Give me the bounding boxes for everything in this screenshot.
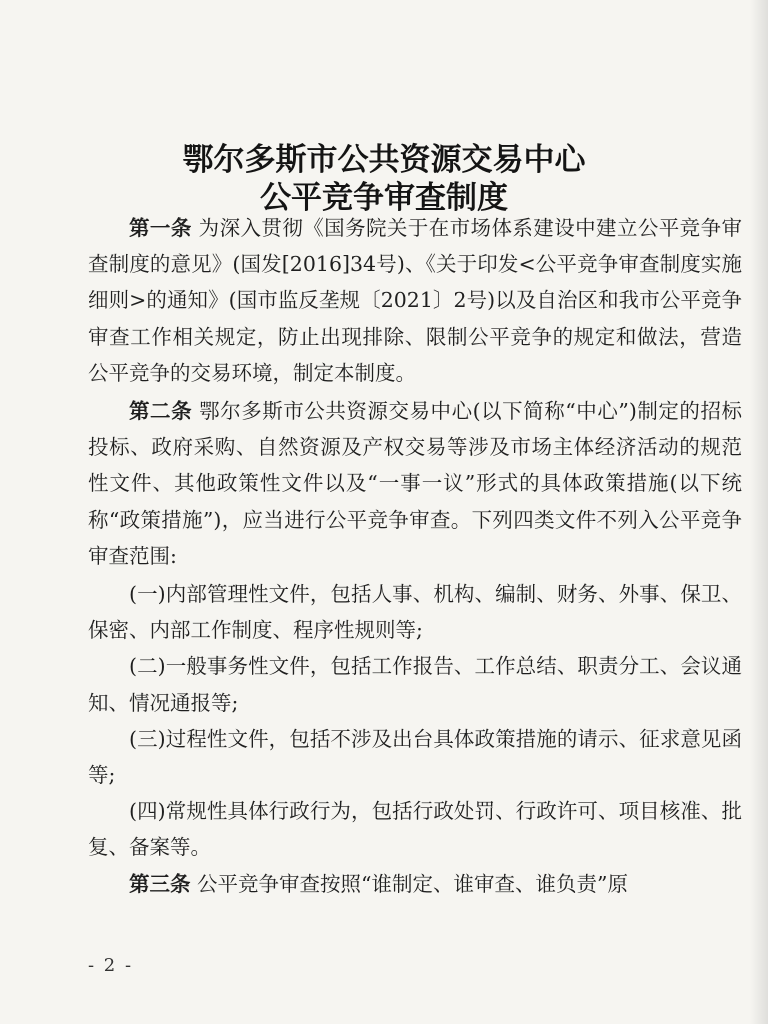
document-title-line2: 公平竞争审查制度 — [260, 180, 508, 216]
article-3 — [88, 866, 742, 902]
article-1-text: 为深入贯彻《国务院关于在市场体系建设中建立公平竞争审查制度的意见》(国发[2016]34号)、《关于印发<公平竞争审查制度实施细则>的通知》(国市监反垄规〔2021〕2号)以及自治区和我市公平竞争审查工作相关规定，防止出现排除、限制公平竞争的规定和做法，营造公平竞争的交易环境，制定本制度。 — [88, 216, 743, 385]
article-2 — [88, 393, 742, 574]
article-1 — [88, 210, 742, 391]
article-2-item-2-text: (二)一般事务性文件，包括工作报告、工作总结、职责分工、会议通知、情况通报等; — [88, 654, 742, 715]
article-2-lead: 第二条 — [129, 399, 193, 424]
article-2-item-1-text: (一)内部管理性文件，包括人事、机构、编制、财务、外事、保卫、保密、内部工作制度、程序性规则等; — [88, 582, 742, 643]
article-2-item-3-text: (三)过程性文件，包括不涉及出台具体政策措施的请示、征求意见函等; — [88, 726, 742, 788]
article-3-lead: 第三条 — [129, 871, 191, 896]
article-2-item-3 — [88, 721, 742, 793]
document-body — [88, 210, 742, 904]
article-2-text: 鄂尔多斯市公共资源交易中心(以下简称“中心”)制定的招标投标、政府采购、自然资源及产权交易等涉及市场主体经济活动的规范性文件、其他政策性文件以及“一事一议”形式的具体政策措施(以下统称“政策措施”)，应当进行公平竞争审查。下列四类文件不列入公平竞争审查范围: — [88, 399, 742, 568]
page-number: - 2 - — [88, 955, 134, 976]
document-title-line1: 鄂尔多斯市公共资源交易中心 — [182, 142, 586, 178]
article-2-item-4-text: (四)常规性具体行政行为，包括行政处罚、行政许可、项目核准、批复、备案等。 — [88, 799, 742, 860]
article-2-item-1 — [88, 576, 742, 648]
article-1-lead: 第一条 — [129, 216, 192, 240]
article-2-item-4 — [88, 793, 742, 865]
article-3-text: 公平竞争审查按照“谁制定、谁审查、谁负责”原 — [190, 871, 628, 896]
article-2-item-2 — [88, 648, 742, 720]
